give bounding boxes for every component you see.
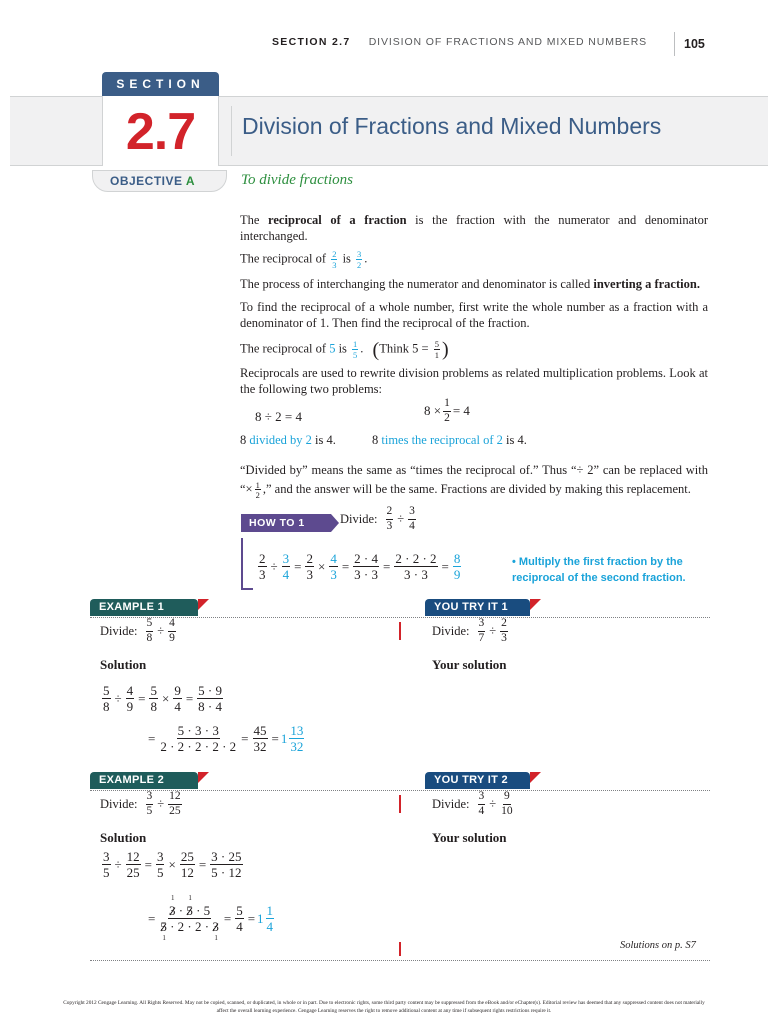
problem-multiplication-note: 8 times the reciprocal of 2 is 4. — [372, 433, 527, 447]
example-2-step-1: $\frac{3}{5}$ ÷ $\frac{12}{25}$ = $\frac{3}{5}$ × $\frac{25}{12}$ = $\frac{3 \cdot 25}{5 \cdot 12}$ — [103, 849, 242, 880]
paragraph-inverting: The process of interchanging the numerator and denominator is called inverting a fraction. — [240, 277, 700, 291]
how-to-solution: $\frac{2}{3}$ ÷ $\frac{3}{4}$ = $\frac{2}{3}$ × $\frac{4}{3}$ = $\frac{2 \cdot 4}{3 \cdot 3}$ = $\frac{2 \cdot 2 \cdot 2}{3 \cdot 3}$ = $\frac{8}{9}$ — [259, 551, 461, 582]
example-1-step-2: = $\frac{5 \cdot 3 \cdot 3}{2 \cdot 2 \cdot 2 \cdot 2 \cdot 2}$ = $\frac{45}{32}$ = 1 13 32 — [148, 723, 304, 754]
section-tab: SECTION — [102, 72, 219, 96]
example-1-problem: Divide: $\frac{5}{8}$ ÷ $\frac{4}{9}$ — [100, 617, 175, 644]
you-try-2-problem: Divide: $\frac{3}{4}$ ÷ $\frac{9}{10}$ — [432, 790, 513, 817]
you-try-1-tab: YOU TRY IT 1 — [425, 599, 530, 616]
example-1-tab: EXAMPLE 1 — [90, 599, 198, 616]
objective-tab — [92, 170, 227, 192]
how-to-tab: HOW TO 1 — [241, 514, 331, 532]
problem-division-note: 8 divided by 2 is 4. — [240, 433, 336, 447]
example-2-separator — [399, 795, 401, 813]
paragraph-reciprocal-of-five: The reciprocal of 5 is $\frac{1}{5}$ . (Think 5 = $\frac{5}{1}$ ) — [240, 338, 449, 361]
how-to-problem: Divide: $\frac{2}{3}$ ÷ $\frac{3}{4}$ — [340, 505, 415, 532]
section-number: 2.7 — [125, 103, 196, 161]
example-2-solution-label: Solution — [100, 830, 147, 845]
example-2-tab: EXAMPLE 2 — [90, 772, 198, 789]
paragraph-reciprocals-used: Reciprocals are used to rewrite division problems as related multiplication problems. Look at the following two problems: — [240, 366, 708, 396]
example-2-flag — [198, 772, 209, 783]
paragraph-reciprocal-definition: The reciprocal of a fraction is the fraction with the numerator and denominator interchanged. — [240, 213, 709, 243]
section-title: Division of Fractions and Mixed Numbers — [242, 113, 662, 139]
example-1-solution-label: Solution — [100, 657, 147, 672]
bottom-rule — [90, 960, 710, 961]
paragraph-whole-number: To find the reciprocal of a whole number, first write the whole number as a fraction with a denominator of 1. Then find the reciprocal of the fraction. — [240, 300, 708, 330]
running-header-title: DIVISION OF FRACTIONS AND MIXED NUMBERS — [368, 36, 648, 48]
objective-text: To divide fractions — [241, 172, 353, 188]
paragraph-divided-by: “Divided by” means the same as “times the reciprocal of.” Thus “÷ 2” can be replaced with “× $\frac{1}{2}$ ,” and the answer will be the same. Fractions are divided by making this replacement. — [240, 463, 708, 501]
example-2-step-2: = 3 1 · 5 1 · 5 5 1 · 2 · 2 · 3 1 = $\frac{5}{4}$ = 1 1 4 — [148, 894, 274, 942]
how-to-bracket — [241, 538, 253, 590]
page-number: 105 — [684, 37, 705, 51]
example-1-rule — [90, 617, 710, 618]
example-1-separator — [399, 622, 401, 640]
paragraph-reciprocal-example: The reciprocal of $\frac{2}{3}$ is $\frac{3}{2}$ . — [240, 249, 368, 270]
running-header-section: SECTION 2.7 — [272, 36, 351, 48]
example-2-end-separator — [399, 942, 401, 956]
example-1-step-1: $\frac{5}{8}$ ÷ $\frac{4}{9}$ = $\frac{5}{8}$ × $\frac{9}{4}$ = $\frac{5 \cdot 9}{8 \cdot 4}$ — [103, 683, 223, 714]
header-divider — [674, 32, 675, 56]
you-try-1-solution-label: Your solution — [432, 657, 507, 672]
copyright-footer: Copyright 2012 Cengage Learning. All Rights Reserved. May not be copied, scanned, or duplicated, in whole or in part. Due to electronic rights, some third party content may be suppressed from the eBook and/or eChapter(s). Editorial review has deemed that any suppressed content does not materially affect the overall learning experience. Cengage Learning reserves the right to remove additional content at any time if subsequent rights restrictions require it. — [63, 1000, 705, 1014]
how-to-note: • Multiply the first fraction by the reciprocal of the second fraction. — [512, 556, 686, 584]
you-try-1-problem: Divide: $\frac{3}{7}$ ÷ $\frac{2}{3}$ — [432, 617, 507, 644]
problem-multiplication: 8 × $\frac{1}{2}$ = 4 — [424, 397, 470, 424]
example-2-problem: Divide: $\frac{3}{5}$ ÷ $\frac{12}{25}$ — [100, 790, 181, 817]
objective-letter: A — [185, 174, 196, 188]
you-try-2-flag — [530, 772, 541, 783]
solutions-reference: Solutions on p. S7 — [620, 940, 696, 951]
objective-label: OBJECTIVE — [110, 174, 183, 188]
section-divider — [231, 106, 232, 156]
you-try-2-solution-label: Your solution — [432, 830, 507, 845]
problem-division: 8 ÷ 2 = 4 — [255, 409, 302, 424]
example-1-flag — [198, 599, 209, 610]
you-try-2-tab: YOU TRY IT 2 — [425, 772, 530, 789]
running-header — [272, 36, 647, 48]
you-try-1-flag — [530, 599, 541, 610]
